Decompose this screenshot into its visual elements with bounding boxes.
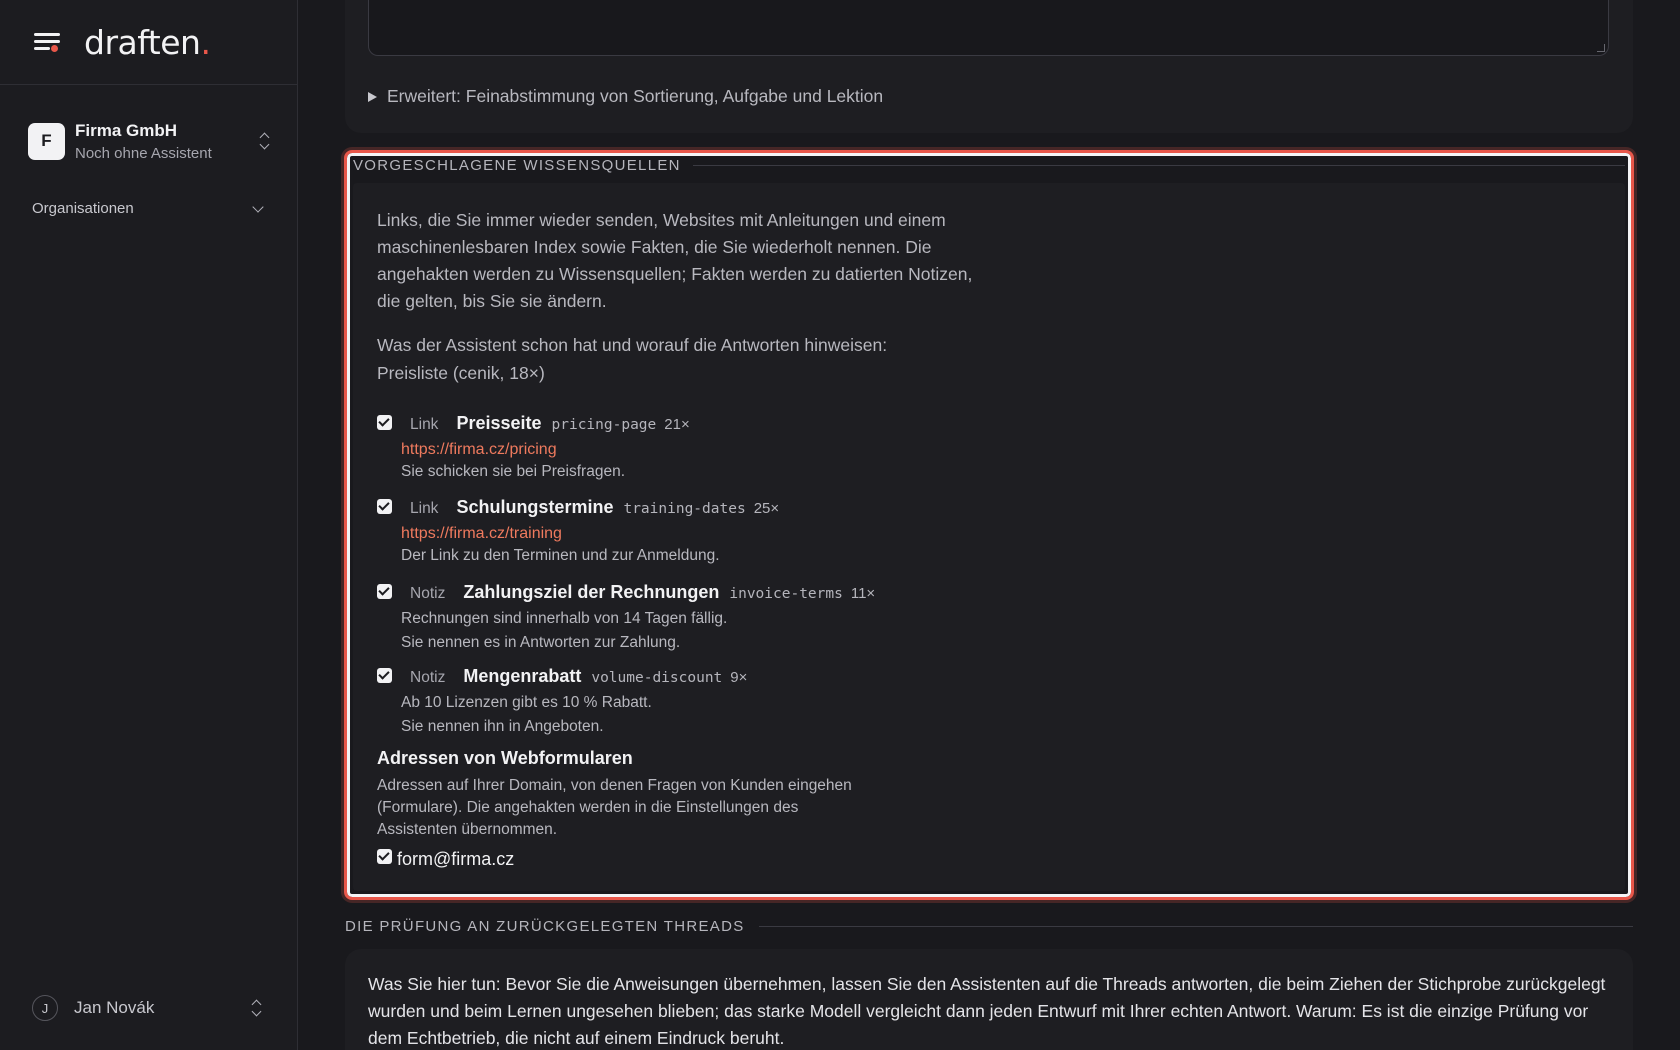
item-description: Der Link zu den Terminen und zur Anmeldung. [401,547,720,564]
resize-handle-icon[interactable] [1597,44,1605,52]
item-key: pricing-page [551,417,657,433]
chevron-up-down-icon [250,998,264,1018]
item-checkbox[interactable] [377,415,392,430]
section-title: VORGESCHLAGENE WISSENSQUELLEN [353,157,681,174]
item-key: volume-discount [591,670,723,686]
item-description: Sie schicken sie bei Preisfragen. [401,463,626,480]
divider [759,926,1633,927]
advanced-toggle-label: Erweitert: Feinabstimmung von Sortierung, Aufgabe und Lektion [387,86,884,106]
item-title: Schulungstermine [456,497,614,517]
forms-heading: Adressen von Webformularen [377,748,633,768]
item-count: 25× [753,500,780,517]
item-url-link[interactable]: https://firma.cz/training [401,525,562,542]
item-count: 9× [730,669,748,686]
section-header [345,918,1633,935]
divider [693,165,1625,166]
item-kind: Link [410,500,439,517]
holdout-threads-card [345,949,1633,1050]
org-switcher[interactable] [28,116,272,166]
user-switcher[interactable] [32,993,264,1023]
holdout-threads-text: Was Sie hier tun: Bevor Sie die Anweisungen übernehmen, lassen Sie den Assistenten auf die Threads antworten, die beim Ziehen der Stichprobe zurückgelegt wurden und beim Lernen ungesehen blieben; das starke Modell vergleicht dann jeden Entwurf mit Ihrer echten Antwort. Warum: Es ist die einzige Prüfung vor dem Echtbetrieb, die nicht auf einem Eindruck beruht. [368,974,1606,1048]
item-checkbox[interactable] [377,499,392,514]
forms-description: Adressen auf Ihrer Domain, von denen Fragen von Kunden eingehen (Formulare). Die angehakten werden in die Einstellungen des Assistenten übernommen. [377,777,852,838]
form-address-row [377,849,514,870]
sidebar-item-organizations[interactable] [32,200,266,217]
user-name: Jan Novák [74,998,155,1017]
knowledge-sources-section [344,150,1634,900]
section-title: DIE PRÜFUNG AN ZURÜCKGELEGTEN THREADS [345,918,745,935]
item-count: 21× [664,416,690,433]
item-kind: Notiz [410,669,446,686]
main-content [299,0,1680,1050]
list-item [377,582,1177,654]
form-address: form@firma.cz [397,849,515,869]
item-description: Rechnungen sind innerhalb von 14 Tagen fällig. [401,610,728,627]
form-address-checkbox[interactable] [377,849,392,864]
advanced-toggle[interactable] [368,86,883,107]
instructions-textarea[interactable] [368,0,1609,56]
knowledge-card [353,183,1625,891]
item-title: Preisseite [456,413,542,433]
org-name: Firma GmbH [75,120,178,140]
knowledge-intro: Links, die Sie immer wieder senden, Websites mit Anleitungen und einem maschinenlesbaren Index sowie Fakten, die Sie wiederholt nennen. Die angehakten werden zu Wissensquellen; Fakten werden zu datierten Notizen, die gelten, bis Sie sie ändern. [377,210,973,311]
section-header [353,157,1625,174]
disclosure-triangle-icon [368,92,377,102]
item-description-2: Sie nennen ihn in Angeboten. [401,718,604,735]
item-checkbox[interactable] [377,668,392,683]
item-kind: Notiz [410,585,446,602]
brand-bar [0,0,297,85]
settings-card [345,0,1633,133]
existing-knowledge [377,331,977,387]
existing-knowledge-label: Was der Assistent schon hat und worauf die Antworten hinweisen: [377,335,888,355]
item-description-2: Sie nennen es in Antworten zur Zahlung. [401,634,681,651]
item-count: 11× [850,585,876,602]
list-item [377,666,1177,738]
sidebar [0,0,298,1050]
org-subtitle: Noch ohne Assistent [75,144,212,162]
list-item [377,413,1177,483]
item-key: training-dates [623,501,746,517]
avatar: J [32,995,58,1021]
logo[interactable]: draften. [84,22,211,62]
item-description: Ab 10 Lizenzen gibt es 10 % Rabatt. [401,694,652,711]
existing-knowledge-value: Preisliste (cenik, 18×) [377,363,545,383]
org-avatar: F [28,123,65,160]
sidebar-item-label: Organisationen [32,200,134,217]
item-title: Zahlungsziel der Rechnungen [463,582,720,602]
item-title: Mengenrabatt [463,666,582,686]
menu-icon[interactable] [34,31,60,53]
list-item [377,497,1177,567]
item-key: invoice-terms [729,586,843,602]
item-checkbox[interactable] [377,584,392,599]
chevron-up-down-icon [258,131,272,151]
item-kind: Link [410,416,439,433]
chevron-down-icon [252,201,263,212]
item-url-link[interactable]: https://firma.cz/pricing [401,441,557,458]
